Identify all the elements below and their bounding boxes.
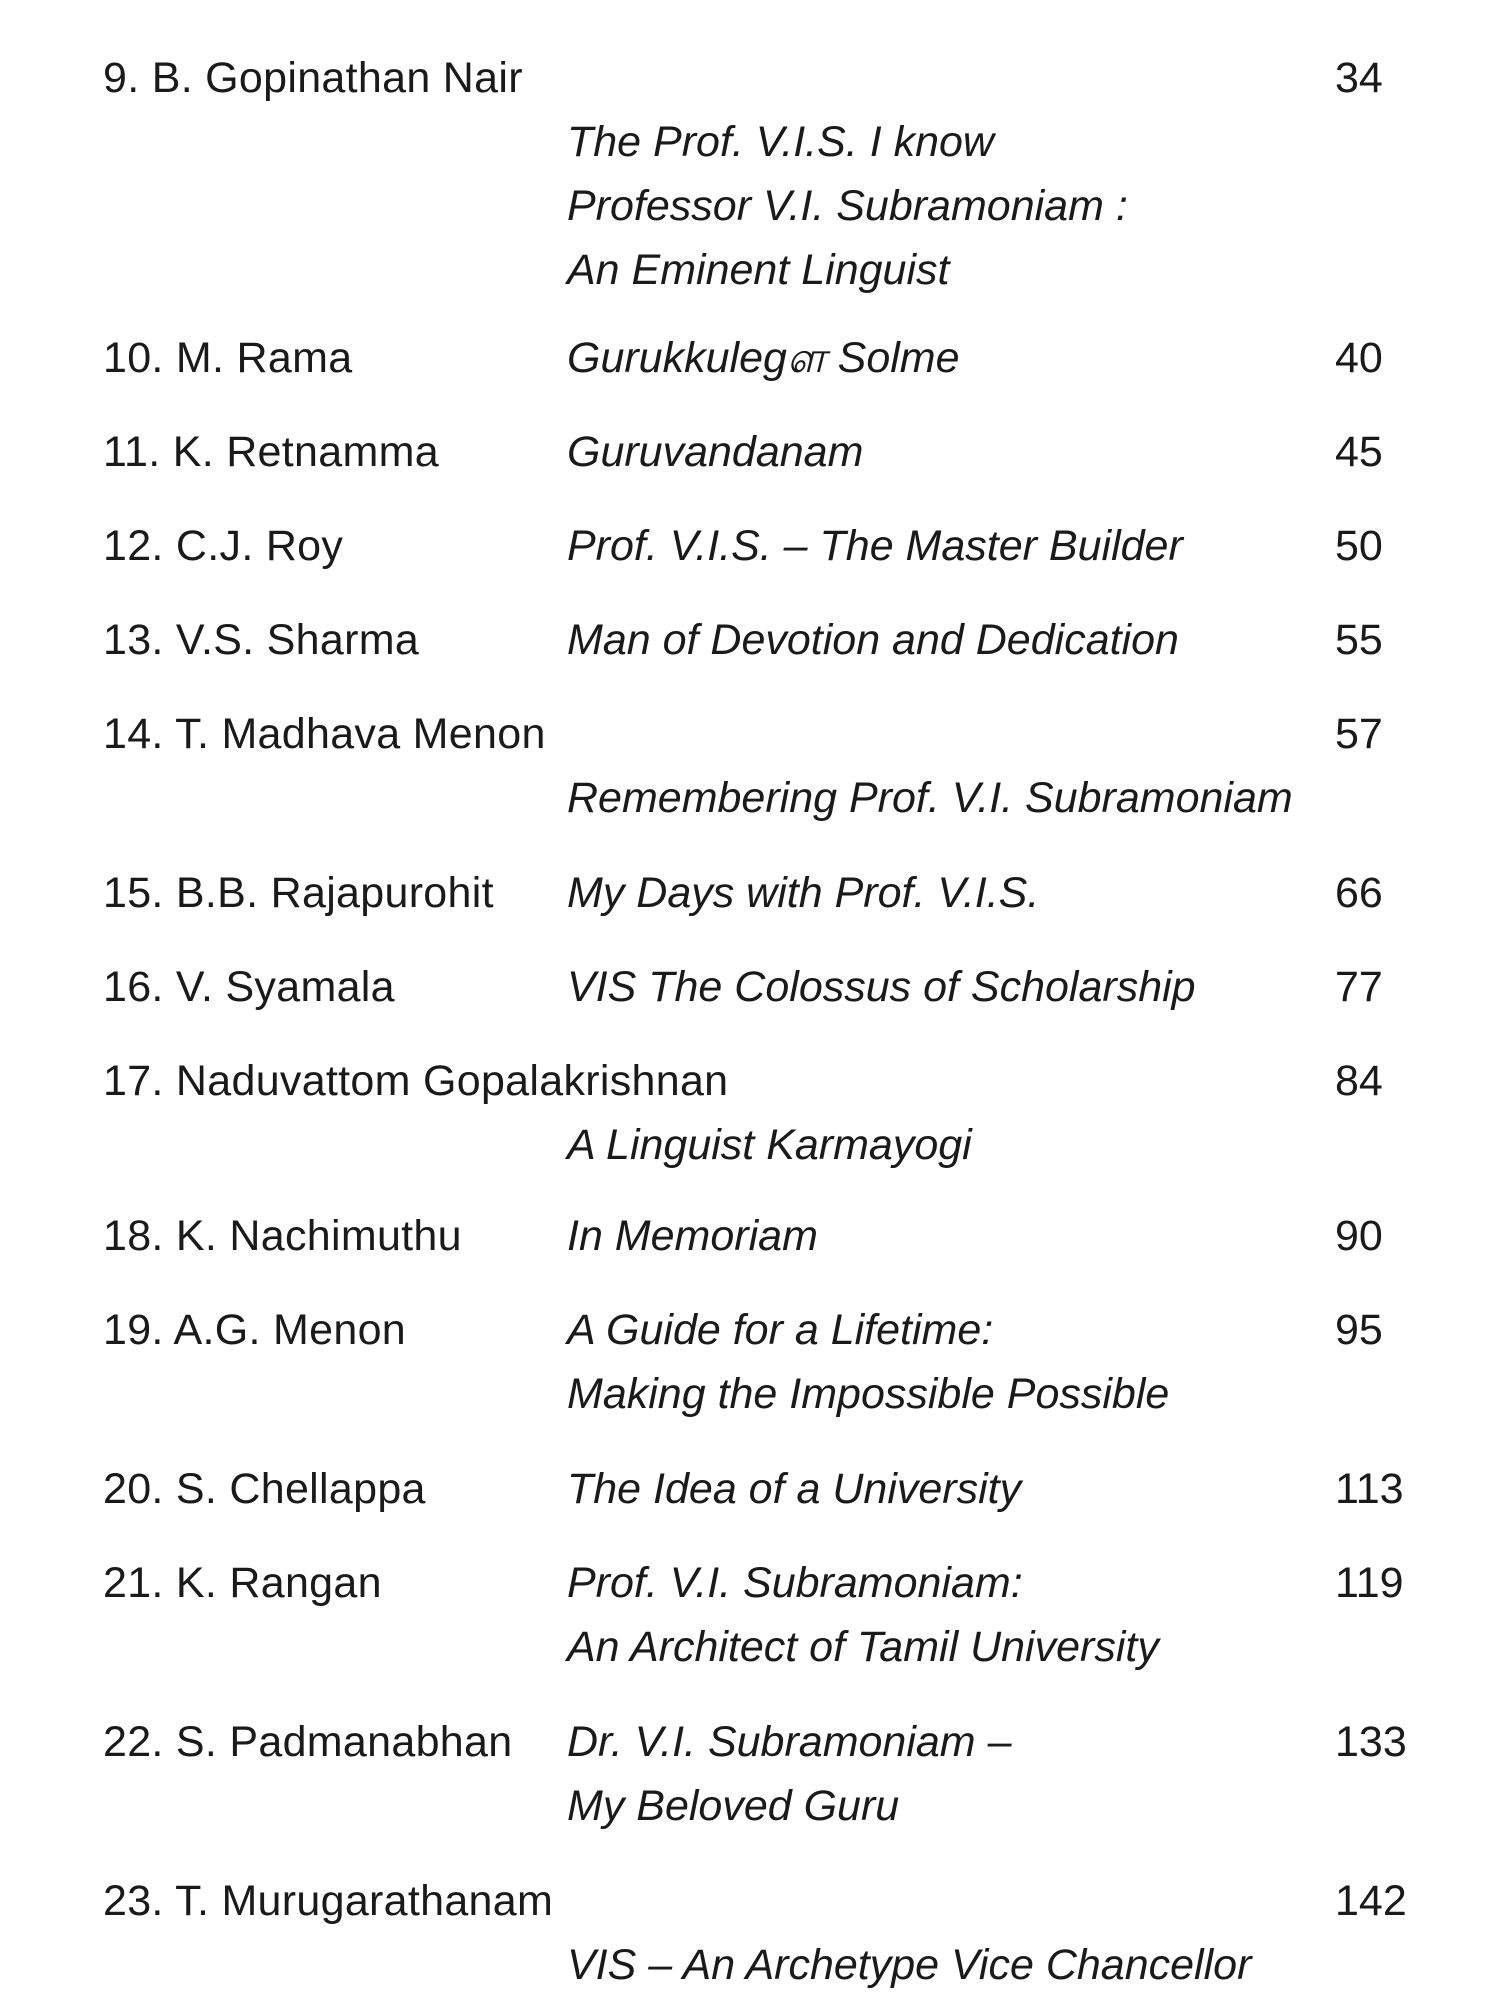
entry-title: Making the Impossible Possible xyxy=(567,1370,1170,1418)
entry-page-number: 66 xyxy=(1335,869,1383,917)
entry-title: Prof. V.I. Subramoniam: xyxy=(567,1559,1023,1607)
entry-titles xyxy=(567,514,1183,578)
entry-title: Professor V.I. Subramoniam : xyxy=(567,182,1128,230)
entry-author: 10. M. Rama xyxy=(103,334,353,382)
entry-titles xyxy=(567,1298,1169,1426)
entry-page-number: 57 xyxy=(1335,710,1383,758)
entry-page-number: 113 xyxy=(1335,1465,1404,1513)
entry-page-number: 34 xyxy=(1335,54,1383,102)
entry-titles xyxy=(567,1710,1012,1838)
entry-title: The Prof. V.I.S. I know xyxy=(567,118,994,166)
entry-titles xyxy=(567,1933,1251,1997)
entry-title: Man of Devotion and Dedication xyxy=(567,616,1179,664)
entry-title: An Architect of Tamil University xyxy=(567,1623,1159,1671)
entry-titles xyxy=(567,1551,1159,1679)
entry-titles xyxy=(567,1457,1021,1521)
entry-titles xyxy=(567,1113,972,1177)
entry-page-number: 119 xyxy=(1335,1559,1404,1607)
entry-author: 16. V. Syamala xyxy=(103,963,395,1011)
entry-titles xyxy=(567,110,1128,302)
entry-title: Dr. V.I. Subramoniam – xyxy=(567,1718,1012,1766)
entry-title: VIS The Colossus of Scholarship xyxy=(567,963,1196,1011)
entry-titles xyxy=(567,608,1179,672)
entry-author: 15. B.B. Rajapurohit xyxy=(103,869,494,917)
entry-title: Gurukkulegள Solme xyxy=(567,334,960,382)
entry-page-number: 90 xyxy=(1335,1212,1383,1260)
entry-page-number: 142 xyxy=(1335,1877,1407,1925)
entry-titles xyxy=(567,766,1293,830)
entry-title: A Linguist Karmayogi xyxy=(567,1121,972,1169)
entry-title: My Beloved Guru xyxy=(567,1782,900,1830)
entry-author: 22. S. Padmanabhan xyxy=(103,1718,513,1766)
entry-titles xyxy=(567,420,863,484)
entry-title: The Idea of a University xyxy=(567,1465,1022,1513)
entry-author: 17. Naduvattom Gopalakrishnan xyxy=(103,1057,729,1105)
entry-author: 18. K. Nachimuthu xyxy=(103,1212,462,1260)
entry-page-number: 55 xyxy=(1335,616,1383,664)
entry-title: Prof. V.I.S. – The Master Builder xyxy=(567,522,1183,570)
entry-page-number: 84 xyxy=(1335,1057,1383,1105)
entry-author: 12. C.J. Roy xyxy=(103,522,344,570)
entry-author: 9. B. Gopinathan Nair xyxy=(103,54,523,102)
entry-page-number: 133 xyxy=(1335,1718,1407,1766)
entry-titles xyxy=(567,1204,818,1268)
entry-author: 20. S. Chellappa xyxy=(103,1465,426,1513)
entry-title: In Memoriam xyxy=(567,1212,818,1260)
entry-title: VIS – An Archetype Vice Chancellor xyxy=(567,1941,1252,1989)
entry-titles xyxy=(567,326,960,390)
entry-author: 19. A.G. Menon xyxy=(103,1306,406,1354)
entry-page-number: 50 xyxy=(1335,522,1383,570)
entry-title: Remembering Prof. V.I. Subramoniam xyxy=(567,774,1293,822)
entry-page-number: 45 xyxy=(1335,428,1383,476)
entry-titles xyxy=(567,861,1039,925)
entry-author: 21. K. Rangan xyxy=(103,1559,382,1607)
entry-titles xyxy=(567,955,1196,1019)
entry-title: A Guide for a Lifetime: xyxy=(567,1306,994,1354)
entry-author: 23. T. Murugarathanam xyxy=(103,1877,554,1925)
entry-author: 14. T. Madhava Menon xyxy=(103,710,546,758)
entry-page-number: 95 xyxy=(1335,1306,1383,1354)
entry-author: 11. K. Retnamma xyxy=(103,428,439,476)
entry-author: 13. V.S. Sharma xyxy=(103,616,420,664)
entry-page-number: 40 xyxy=(1335,334,1383,382)
entry-page-number: 77 xyxy=(1335,963,1383,1011)
entry-title: My Days with Prof. V.I.S. xyxy=(567,869,1040,917)
entry-title: An Eminent Linguist xyxy=(567,246,950,294)
entry-title: Guruvandanam xyxy=(567,428,864,476)
